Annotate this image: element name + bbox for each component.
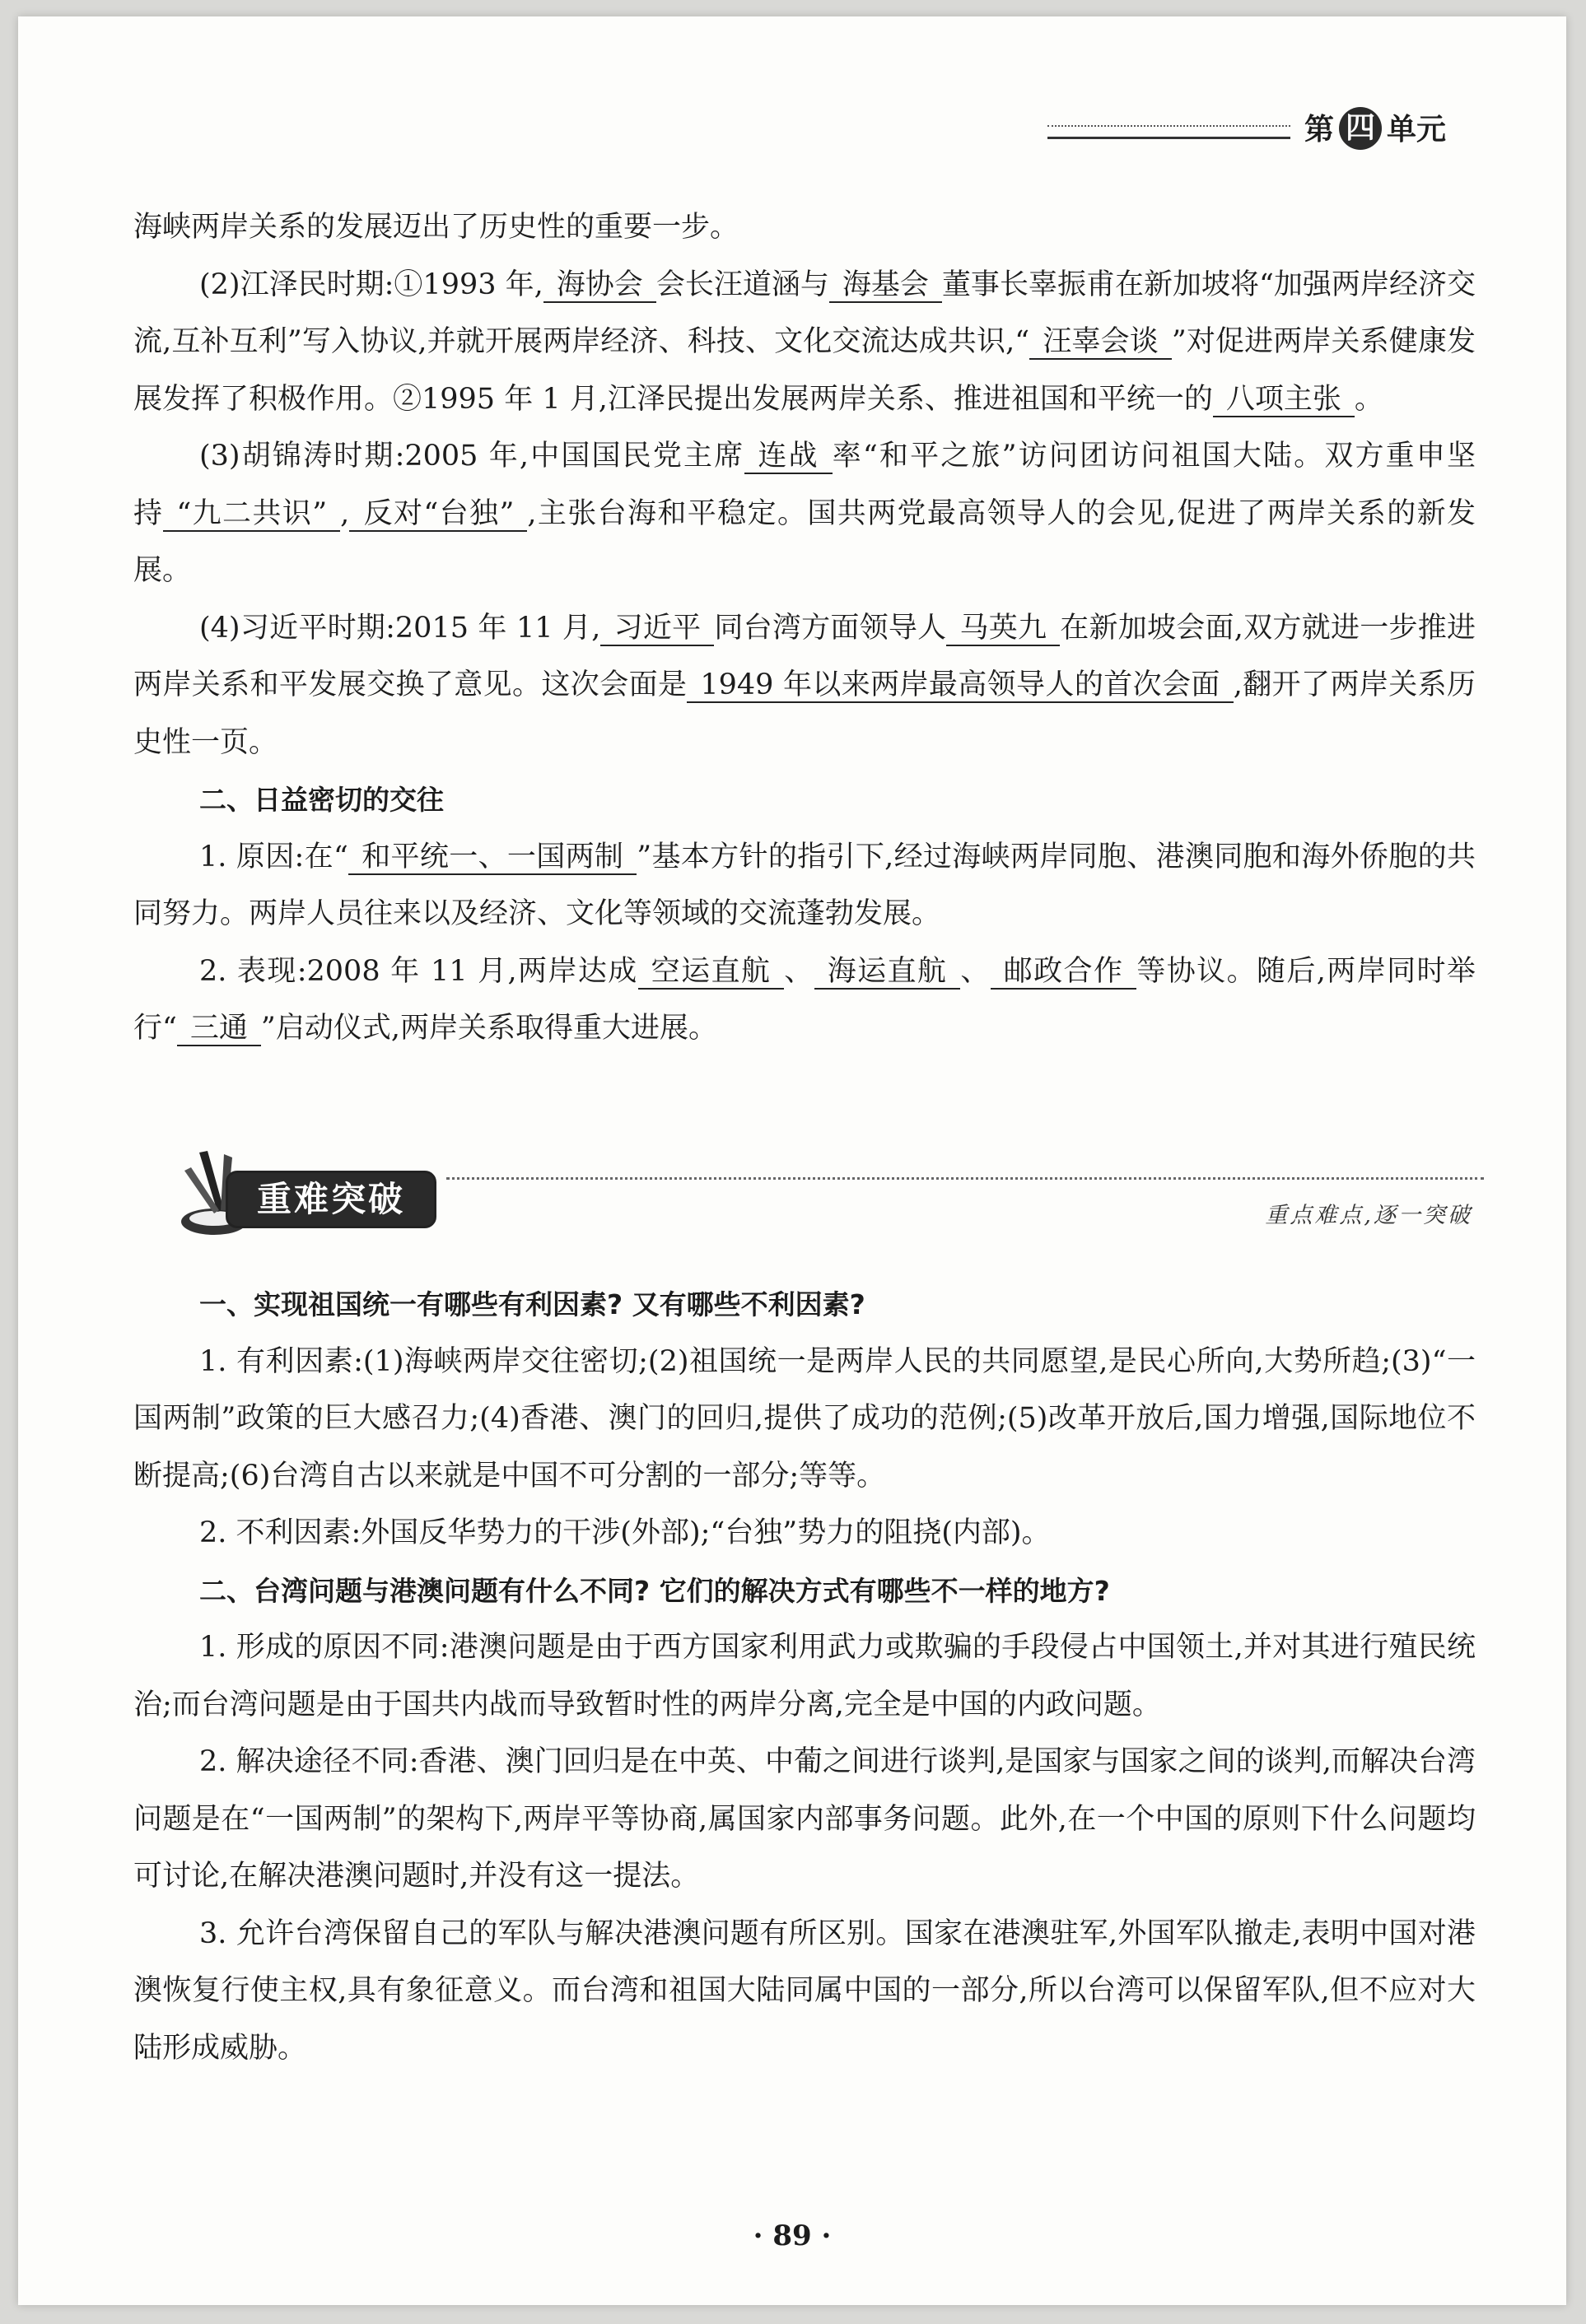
text: 、	[960, 954, 991, 988]
answer-blank: 习近平	[600, 612, 714, 646]
paragraph-continued: 海峡两岸关系的发展迈出了历史性的重要一步。	[133, 211, 739, 244]
answer-paragraph: 2. 解决途径不同:香港、澳门回归是在中英、中葡之间进行谈判,是国家与国家之间的谈判,而解决台湾问题是在“一国两制”的架构下,两岸平等协商,属国家内部事务问题。此外,在一个中国的原则下什么问题均可讨论,在解决港澳问题时,并没有这一提法。	[133, 1745, 1476, 1893]
text: ”对促进两岸关系健康发展发挥了积极作用。②1995 年 1 月,江泽民提出发展两岸关系、推进祖国和平统一的	[133, 325, 1476, 416]
section-heading: 二、日益密切的交往	[199, 784, 444, 816]
answer-blank: 和平统一、一国两制	[348, 841, 637, 875]
unit-prefix: 第	[1304, 113, 1335, 147]
page-number: · 89 ·	[753, 2219, 832, 2252]
answer-blank: 反对“台独”	[349, 497, 527, 532]
paragraph-jiang-era	[133, 257, 1476, 429]
text: ,	[340, 496, 350, 530]
answer-blank: 马英九	[946, 612, 1060, 646]
text: 、	[784, 954, 814, 988]
paragraph-manifestation	[133, 943, 1476, 1058]
text: ,主张台海和平稳定。国共两党最高领导人的会见,促进了两岸关系的新发展。	[133, 496, 1476, 587]
answer-blank: 三通	[177, 1012, 261, 1046]
answer-blank: 1949 年以来两岸最高领导人的首次会面	[687, 668, 1233, 703]
text: (2)江泽民时期:①1993 年,	[199, 268, 543, 301]
text: 1. 原因:在“	[199, 840, 348, 873]
unit-number-badge: 四	[1339, 107, 1382, 150]
header-rule	[1047, 125, 1290, 139]
text: 2. 表现:2008 年 11 月,两岸达成	[199, 954, 638, 988]
text: ”基本方针的指引下,经过海峡两岸同胞、港澳同胞和海外侨胞的共同努力。两岸人员往来以及经济、文化等领域的交流蓬勃发展。	[133, 840, 1476, 930]
question-heading: 一、实现祖国统一有哪些有利因素? 又有哪些不利因素?	[199, 1288, 865, 1320]
paragraph-hu-era	[133, 428, 1476, 600]
question-heading: 二、台湾问题与港澳问题有什么不同? 它们的解决方式有哪些不一样的地方?	[199, 1574, 1110, 1607]
text: 董事长辜振甫在新加坡将“加强两岸经济交流,互补互利”写入协议,并就开展两岸经济、科技、文化交流达成共识,“	[133, 268, 1476, 358]
paragraph-xi-era	[133, 600, 1476, 772]
answer-blank: 海基会	[829, 268, 942, 303]
text: (3)胡锦涛时期:2005 年,中国国民党主席	[199, 440, 745, 473]
text: ,翻开了两岸关系历史性一页。	[133, 668, 1476, 759]
unit-label	[1304, 105, 1446, 155]
paragraph-reason	[133, 829, 1476, 943]
answer-paragraph: 1. 形成的原因不同:港澳问题是由于西方国家利用武力或欺骗的手段侵占中国领土,并对其进行殖民统治;而台湾问题是由于国共内战而导致暂时性的两岸分离,完全是中国的内政问题。	[133, 1631, 1476, 1721]
banner-title: 重难突破	[226, 1171, 436, 1228]
banner-divider	[446, 1177, 1484, 1180]
text: 同台湾方面领导人	[714, 611, 947, 645]
text: 率“和平之旅”访问团访问祖国大陆。双方重申坚持	[133, 440, 1476, 530]
text: 在新加坡会面,双方就进一步推进两岸关系和平发展交换了意见。这次会面是	[133, 611, 1476, 701]
text: 。	[1354, 382, 1383, 416]
text: 会长汪道涵与	[655, 268, 829, 301]
page	[18, 16, 1566, 2305]
answer-blank: 汪辜会谈	[1029, 325, 1172, 360]
answer-paragraph: 2. 不利因素:外国反华势力的干涉(外部);“台独”势力的阻挠(内部)。	[199, 1516, 1051, 1549]
answer-paragraph: 1. 有利因素:(1)海峡两岸交往密切;(2)祖国统一是两岸人民的共同愿望,是民心所向,大势所趋;(3)“一国两制”政策的巨大感召力;(4)香港、澳门的回归,提供了成功的范例;(5)改革开放后,国力增强,国际地位不断提高;(6)台湾自古以来就是中国不可分割的一部分;等等。	[133, 1344, 1476, 1493]
answer-blank: 空运直航	[638, 955, 785, 990]
text: 等协议。随后,两岸同时举行“	[133, 954, 1476, 1045]
answer-blank: 海协会	[543, 268, 656, 303]
key-points-section	[133, 1276, 1476, 2077]
answer-blank: 八项主张	[1213, 383, 1355, 417]
section-banner	[175, 1146, 1484, 1245]
answer-blank: 邮政合作	[991, 955, 1137, 990]
unit-suffix: 单元	[1387, 113, 1447, 147]
text: ”启动仪式,两岸关系取得重大进展。	[260, 1012, 717, 1045]
answer-blank: “九二共识”	[163, 497, 340, 532]
knowledge-section	[133, 199, 1476, 1058]
text: (4)习近平时期:2015 年 11 月,	[199, 611, 601, 645]
answer-blank: 连战	[744, 440, 832, 474]
unit-header	[1047, 105, 1476, 155]
answer-blank: 海运直航	[814, 955, 961, 990]
banner-subtitle: 重点难点,逐一突破	[1265, 1203, 1472, 1228]
answer-paragraph: 3. 允许台湾保留自己的军队与解决港澳问题有所区别。国家在港澳驻军,外国军队撤走,表明中国对港澳恢复行使主权,具有象征意义。而台湾和祖国大陆同属中国的一部分,所以台湾可以保留军队,但不应对大陆形成威胁。	[133, 1916, 1476, 2065]
